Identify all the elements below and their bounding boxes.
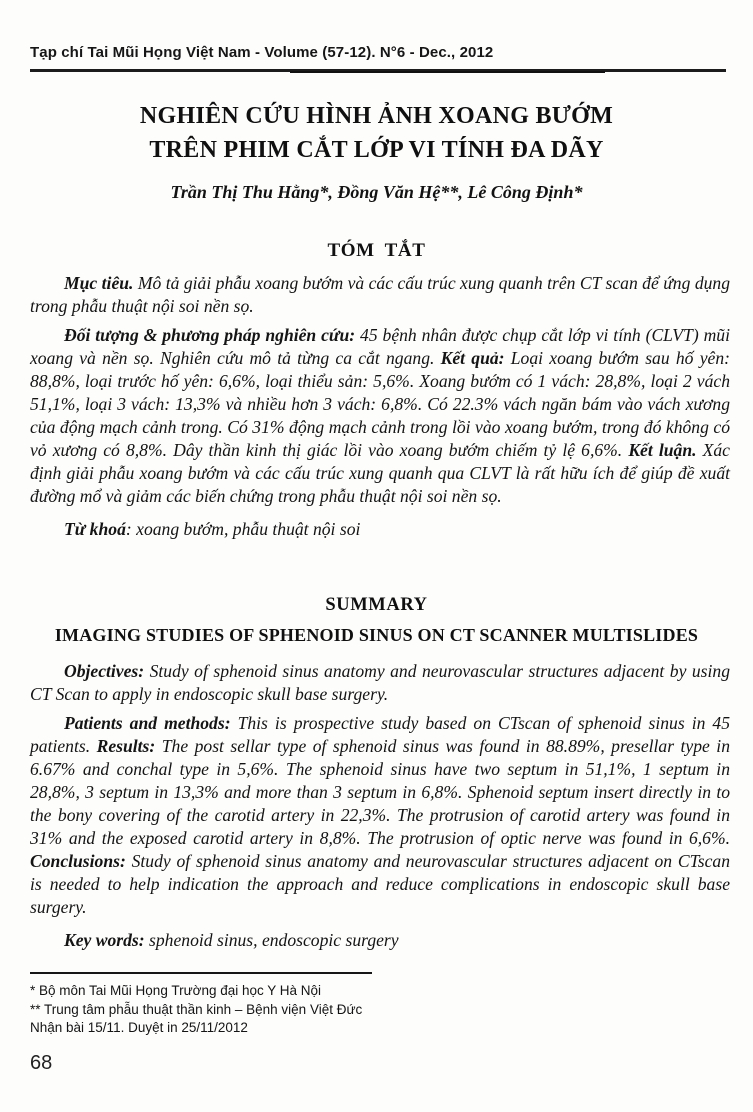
article-title-line2: TRÊN PHIM CẮT LỚP VI TÍNH ĐA DÃY [149,137,604,163]
abstract-en-body: Patients and methods: This is prospective study based on CTscan of sphenoid sinus in 45 patients. Results: The post sellar type of sphenoid sinus was found in 88.89%, presellar type in 6.67% and conchal type in 5,6%. The sphenoid sinus have two septum in 51,1%, 1 septum in 28,8%, 3 septum in 13,3% and more than 3 septum in 6,8%. Sphenoid septum insert directly in to the bony covering of the carotid artery in 22,3%. The protrusion of carotid artery was found in 31% and the exposed carotid artery in 8,8%. The protrusion of optic nerve was found in 6,6%. Conclusions: Study of sphenoid sinus anatomy and neurovascular structures adjacent on CTscan is needed to help indication the approach and reduce complications in endoscopic skull base surgery. [30,713,731,917]
abstract-en [30,660,730,952]
abstract-heading-vi: TÓM TẮT [327,240,426,261]
summary-heading: SUMMARY [325,595,428,615]
page-number: 68 [30,1052,53,1074]
footnote-affiliation-2: ** Trung tâm phẫu thuật thần kinh – Bệnh viện Việt Đức [30,1001,363,1017]
authors-line: Trần Thị Thu Hằng*, Đồng Văn Hệ**, Lê Công Định* [170,182,583,202]
footnote-divider [30,972,372,974]
article-title-line1: NGHIÊN CỨU HÌNH ẢNH XOANG BƯỚM [139,103,614,129]
footnote-affiliation-1: * Bộ môn Tai Mũi Họng Trường đại học Y Hà Nội [30,983,322,998]
abstract-vi-keywords: Từ khoá: xoang bướm, phẫu thuật nội soi [64,519,361,539]
abstract-vi-body: Đối tượng & phương pháp nghiên cứu: 45 bệnh nhân được chụp cắt lớp vi tính (CLVT) mũi xoang và nền sọ. Nghiên cứu mô tả từng ca cắt ngang. Kết quả: Loại xoang bướm sau hố yên: 88,8%, loại trước hố yên: 6,6%, loại thiểu sản: 5,6%. Xoang bướm có 1 vách: 28,8%, loại 2 vách 51,1%, loại 3 vách: 13,3% và nhiều hơn 3 vách: 6,8%. Có 22.3% vách ngăn bám vào vách xương của động mạch cảnh trong. Có 31% động mạch cảnh trong lồi vào xoang bướm, trong đó không có vỏ xương có 8,8%. Dây thần kinh thị giác lồi vào xoang bướm chiếm tỷ lệ 6,6%. Kết luận. Xác định giải phẫu xoang bướm và các cấu trúc xung quanh qua CLVT là rất hữu ích để giúp đề xuất đường mổ và giảm các biến chứng trong phẫu thuật nội soi nền sọ. [30,325,730,506]
footnote-dates: Nhận bài 15/11. Duyệt in 25/11/2012 [30,1020,248,1035]
article-title [0,99,753,167]
abstract-en-objectives: Objectives: Study of sphenoid sinus anatomy and neurovascular structures adjacent by using CT Scan to apply in endoscopic skull base surgery. [30,661,730,704]
header-divider-smudge [290,71,605,73]
abstract-vi-objectives: Mục tiêu. Mô tả giải phẫu xoang bướm và các cấu trúc xung quanh trên CT scan để ứng dụng trong phẫu thuật nội soi nền sọ. [30,273,731,316]
footnotes [30,972,730,1038]
summary-subtitle: IMAGING STUDIES OF SPHENOID SINUS ON CT SCANNER MULTISLIDES [54,625,699,645]
abstract-en-keywords: Key words: sphenoid sinus, endoscopic surgery [64,930,399,950]
journal-header: Tạp chí Tai Mũi Họng Việt Nam - Volume (57-12). N°6 - Dec., 2012 [30,44,494,61]
abstract-vi [30,272,730,541]
